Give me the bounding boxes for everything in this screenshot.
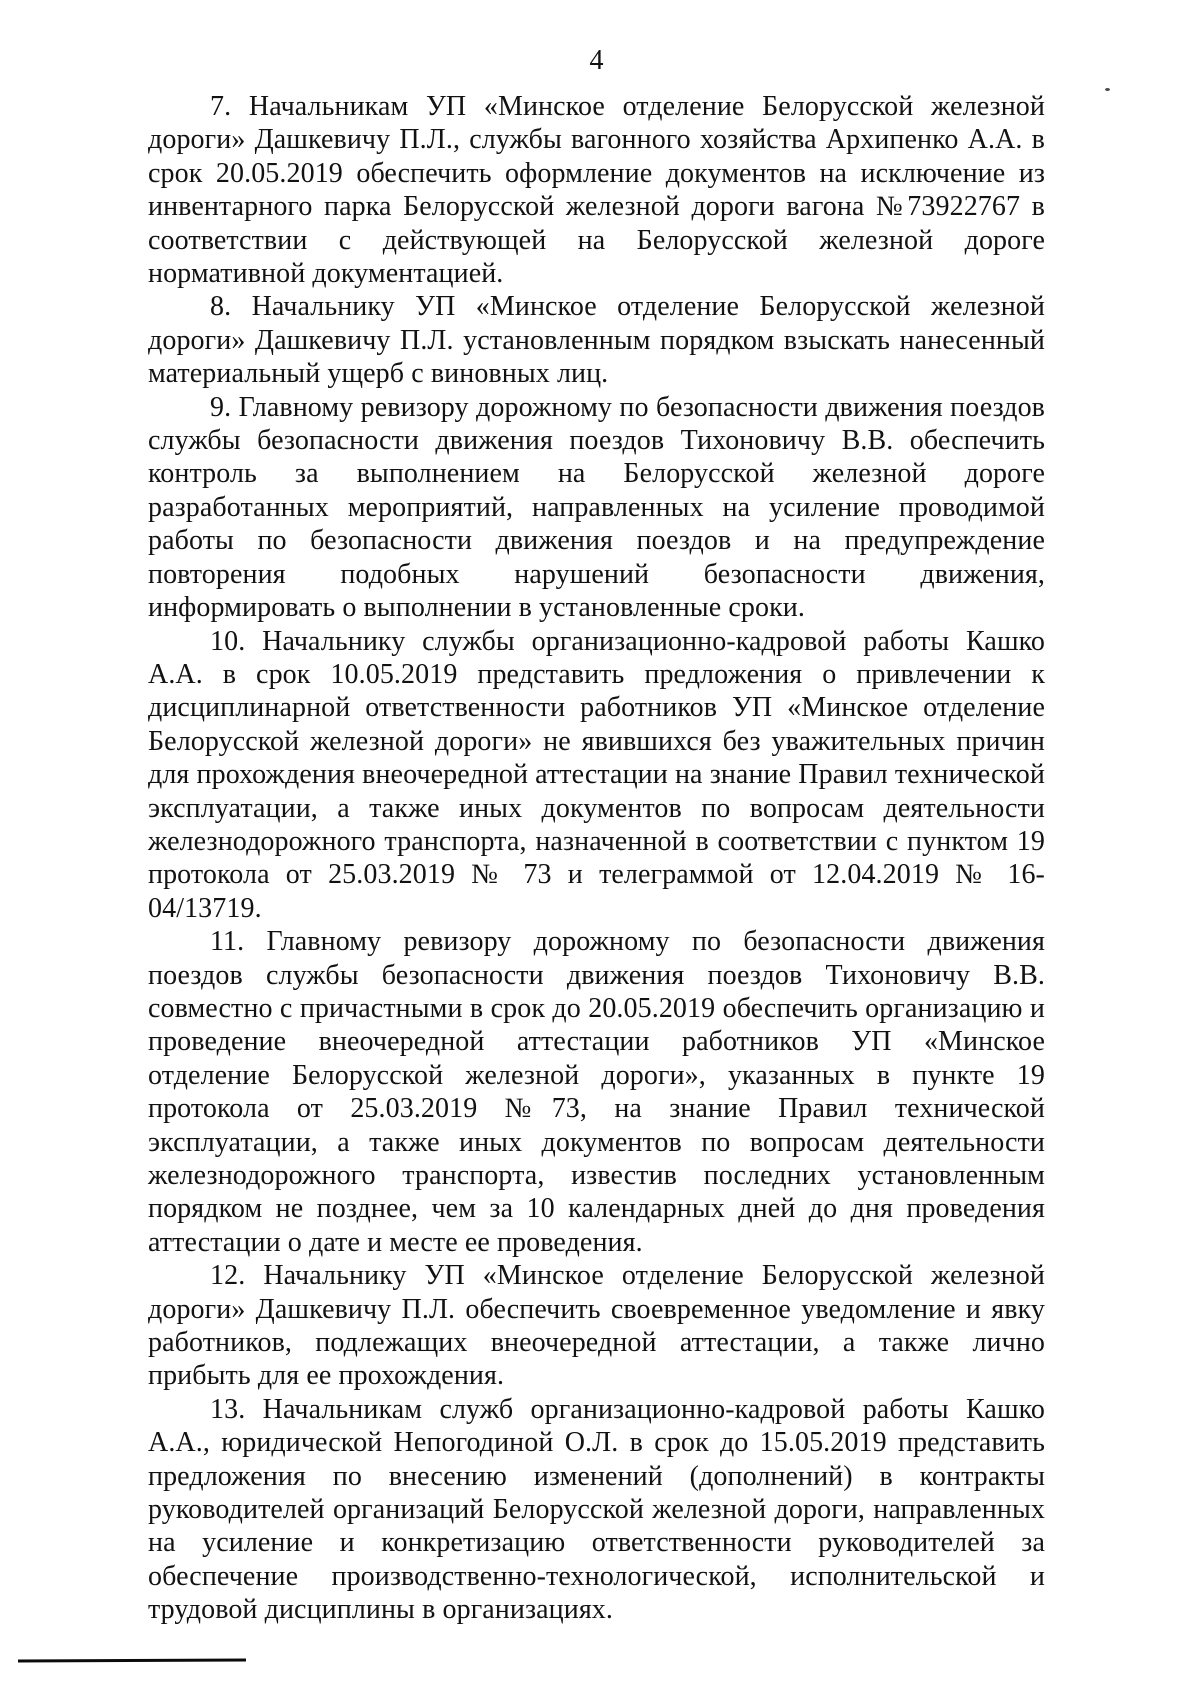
paragraph-7: 7. Начальникам УП «Минское отделение Белорусской железной дороги» Дашкевичу П.Л., службы вагонного хозяйства Архипенко А.А. в срок 20.05.2019 обеспечить оформление документов на исключение из инвентарного парка Белорусской железной дороги вагона №73922767 в соответствии с действующей на Белорусской железной дороге нормативной документацией. [148,91,1045,290]
page-number: 4 [589,45,604,76]
paragraph-13: 13. Начальникам служб организационно-кадровой работы Кашко А.А., юридической Непогодиной О.Л. в срок до 15.05.2019 представить предложения по внесению изменений (дополнений) в контракты руководителей организаций Белорусской железной дороги, направленных на усиление и конкретизацию ответственности руководителей за обеспечение производственно-технологической, исполнительской и трудовой дисциплины в организациях. [148,1393,1045,1626]
paragraph-10: 10. Начальнику службы организационно-кадровой работы Кашко А.А. в срок 10.05.2019 представить предложения о привлечении к дисциплинарной ответственности работников УП «Минское отделение Белорусской железной дороги» не явившихся без уважительных причин для прохождения внеочередной аттестации на знание Правил технической эксплуатации, а также иных документов по вопросам деятельности железнодорожного транспорта, назначенной в соответствии с пунктом 19 протокола от 25.03.2019 № 73 и телеграммой от 12.04.2019 № 16-04/13719. [148,625,1045,924]
scan-line-artifact [18,1659,246,1663]
paragraph-11: 11. Главному ревизору дорожному по безопасности движения поездов службы безопасности движения поездов Тихоновичу В.В. совместно с причастными в срок до 20.05.2019 обеспечить организацию и проведение внеочередной аттестации работников УП «Минское отделение Белорусской железной дороги», указанных в пункте 19 протокола от 25.03.2019 №73, на знание Правил технической эксплуатации, а также иных документов по вопросам деятельности железнодорожного транспорта, известив последних установленным порядком не позднее, чем за 10 календарных дней до дня проведения аттестации о дате и месте ее проведения. [148,926,1045,1258]
paragraph-12: 12. Начальнику УП «Минское отделение Белорусской железной дороги» Дашкевичу П.Л. обеспечить своевременное уведомление и явку работников, подлежащих внеочередной аттестации, а также лично прибыть для ее прохождения. [148,1260,1045,1392]
paragraph-8: 8. Начальнику УП «Минское отделение Белорусской железной дороги» Дашкевичу П.Л. установленным порядком взыскать нанесенный материальный ущерб с виновных лиц. [148,291,1045,390]
paragraph-9: 9. Главному ревизору дорожному по безопасности движения поездов службы безопасности движения поездов Тихоновичу В.В. обеспечить контроль за выполнением на Белорусской железной дороге разработанных мероприятий, направленных на усиление проводимой работы по безопасности движения поездов и на предупреждение повторения подобных нарушений безопасности движения, информировать о выполнении в установленные сроки. [148,391,1045,624]
scan-speck-artifact [1105,88,1110,91]
document-body [148,90,1045,1627]
